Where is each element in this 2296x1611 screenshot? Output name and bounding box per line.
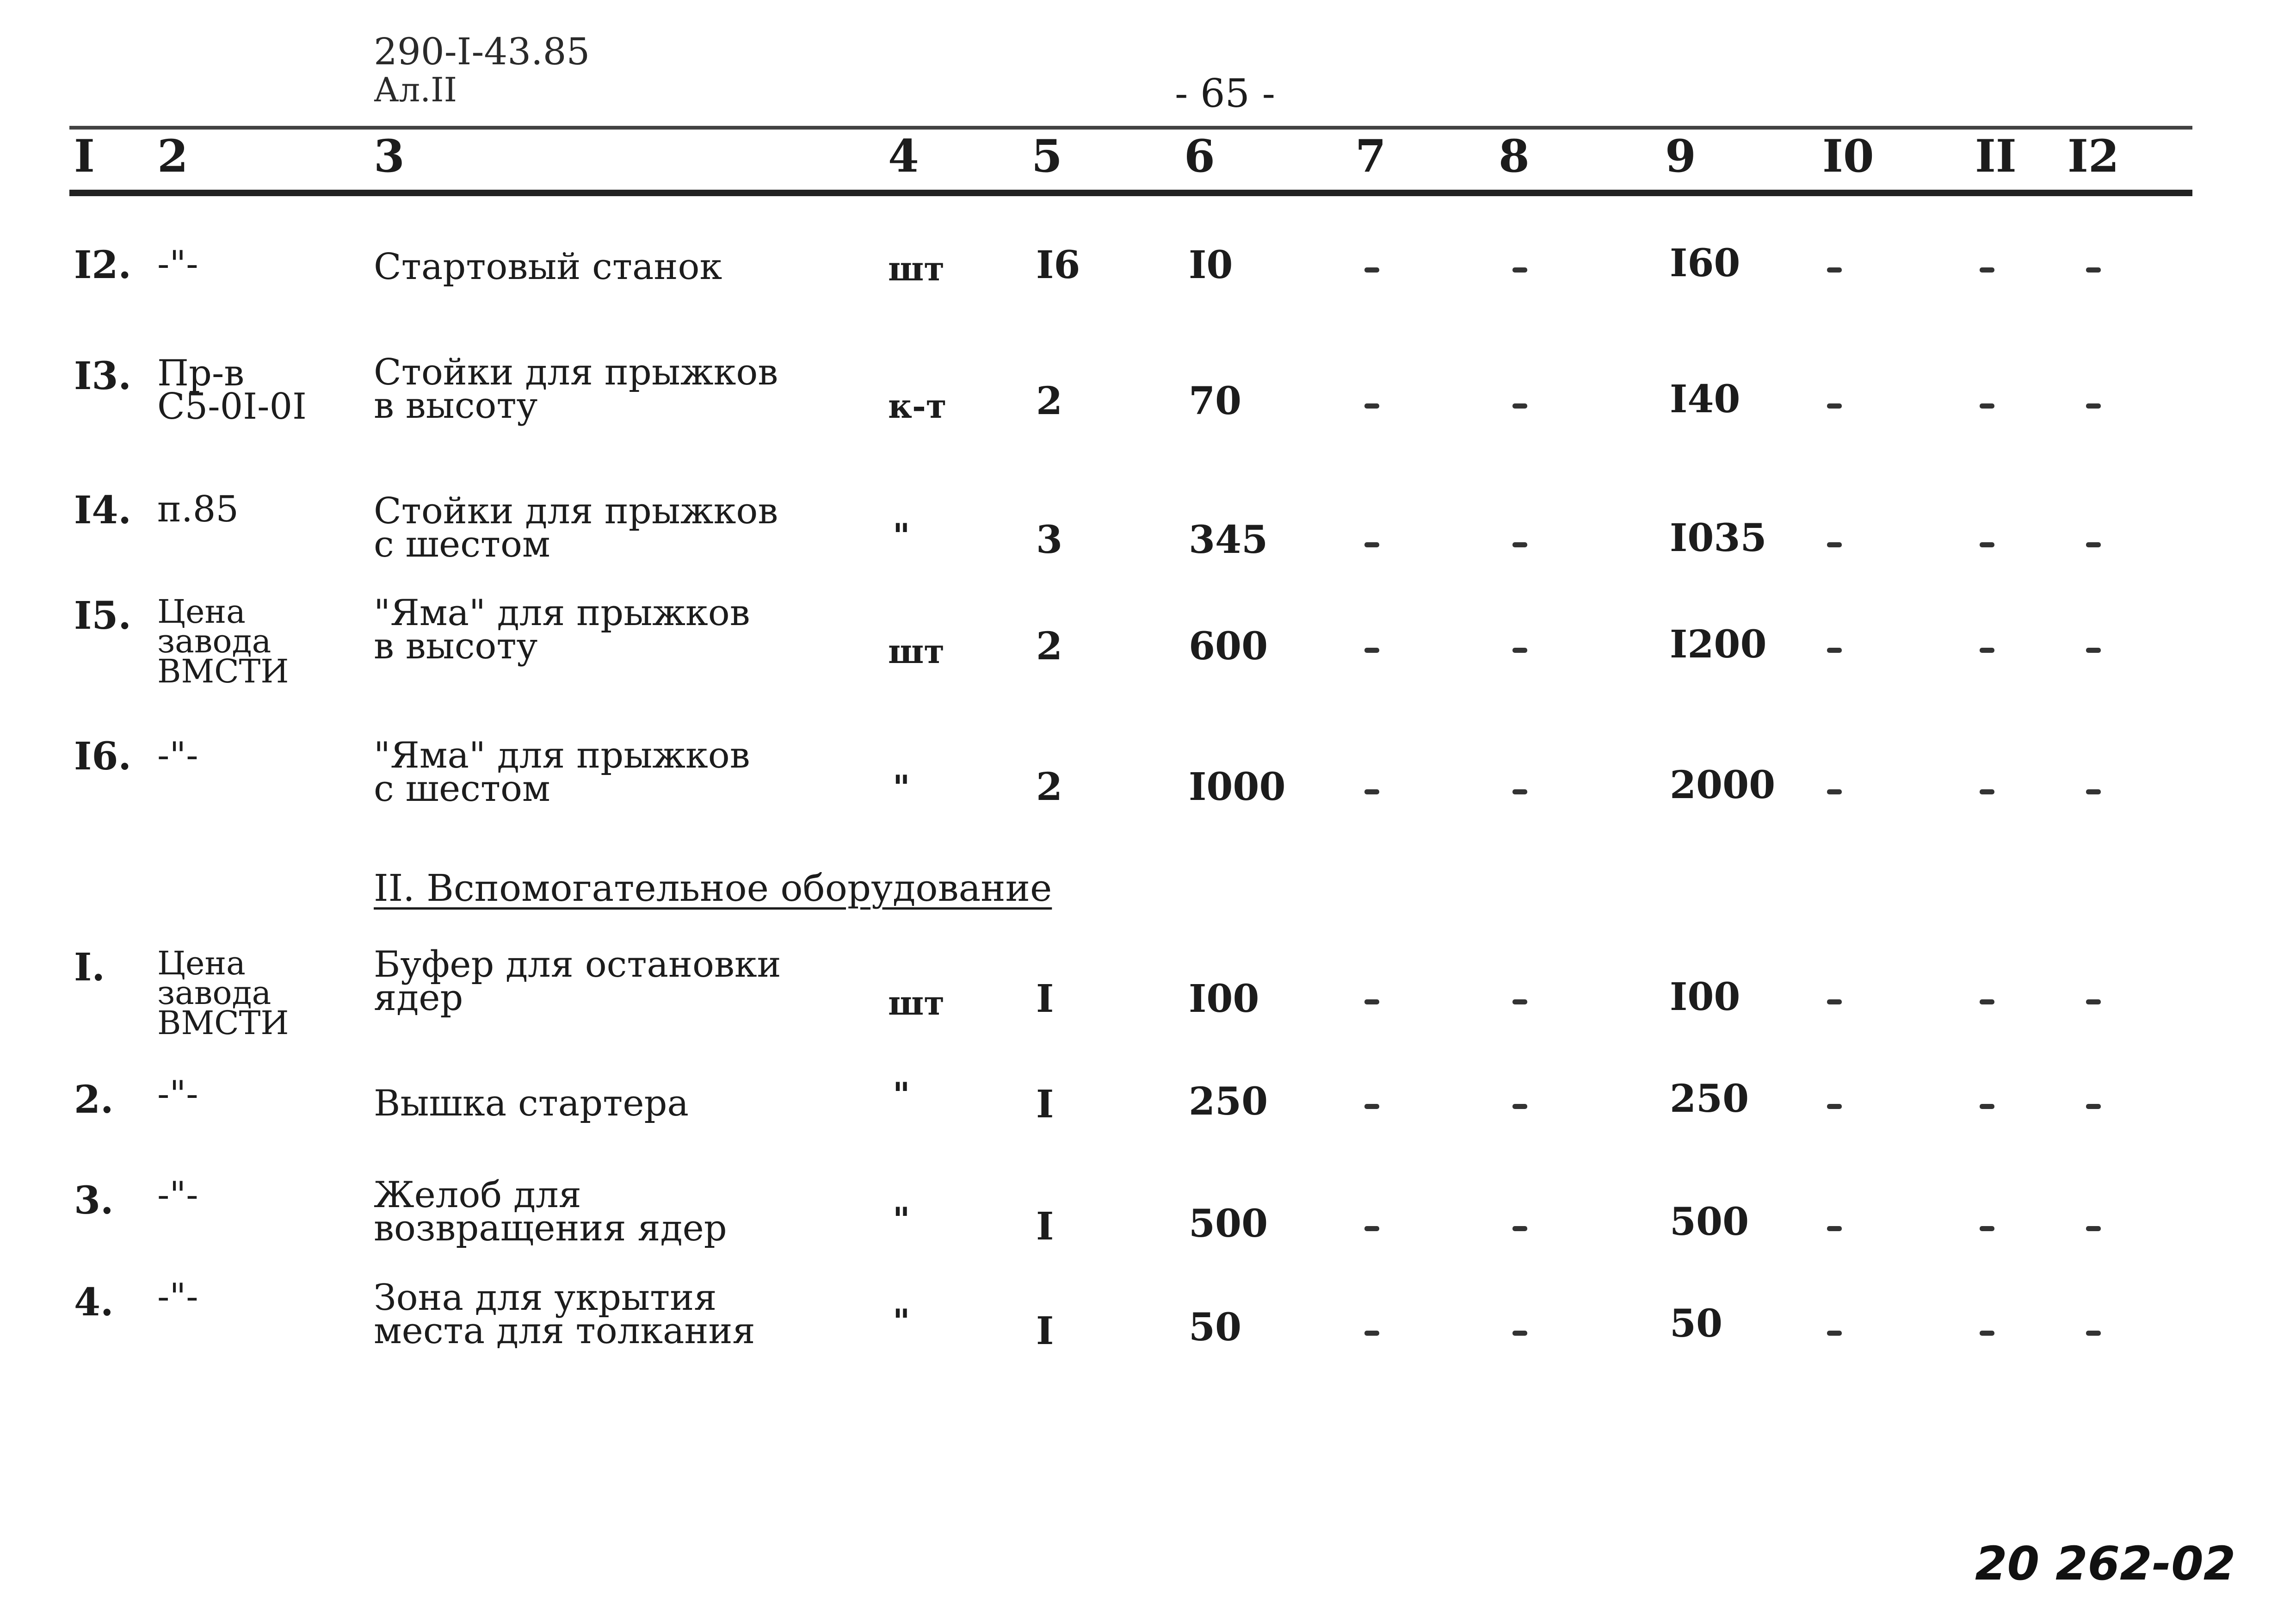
row-name: Желоб для возвращения ядер [374, 1174, 727, 1249]
empty-cell-dash [1980, 1331, 1994, 1336]
column-header: 9 [1665, 130, 1696, 182]
row-qty: 2 [1036, 379, 1063, 423]
column-header: 5 [1031, 130, 1062, 182]
row-total: I200 [1670, 622, 1767, 667]
header-rule-top [69, 126, 2192, 130]
row-number: I5. [74, 594, 131, 638]
row-name: "Яма" для прыжков в высоту [374, 592, 750, 667]
row-number: I2. [74, 243, 131, 287]
row-price: I000 [1189, 765, 1286, 809]
empty-cell-dash [1980, 1104, 1994, 1109]
empty-cell-dash [2086, 267, 2101, 273]
column-header: I2 [2068, 130, 2119, 182]
empty-cell-dash [1980, 403, 1994, 409]
header-rule-bottom [69, 190, 2192, 196]
empty-cell-dash [1364, 1104, 1379, 1109]
column-header: 7 [1355, 130, 1386, 182]
page-number: - 65 - [1175, 71, 1276, 116]
row-qty: I6 [1036, 243, 1080, 287]
column-header: 8 [1499, 130, 1530, 182]
row-unit: шт [888, 249, 944, 288]
empty-cell-dash [1827, 648, 1842, 653]
empty-cell-dash [1827, 542, 1842, 547]
empty-cell-dash [1827, 267, 1842, 273]
empty-cell-dash [1364, 1331, 1379, 1336]
empty-cell-dash [1512, 648, 1527, 653]
row-number: 3. [74, 1178, 114, 1223]
empty-cell-dash [1364, 267, 1379, 273]
row-name: Зона для укрытия места для толкания [374, 1277, 755, 1352]
column-header: II [1975, 130, 2017, 182]
row-price: I0 [1189, 243, 1233, 287]
empty-cell-dash [1980, 542, 1994, 547]
row-reference: Цена завода ВМСТИ [157, 593, 289, 690]
row-unit: " [893, 768, 910, 807]
row-name: Вышка стартера [374, 1083, 689, 1124]
row-reference: -"- [157, 735, 198, 776]
row-reference: -"- [157, 243, 198, 285]
row-price: 600 [1189, 624, 1268, 669]
row-number: I3. [74, 354, 131, 398]
empty-cell-dash [1980, 267, 1994, 273]
row-number: I. [74, 945, 105, 990]
document-code: 290-I-43.85 [374, 30, 590, 73]
column-header: 4 [888, 130, 919, 182]
section-title: II. Вспомогательное оборудование [374, 867, 1052, 910]
column-header: 2 [157, 130, 188, 182]
row-price: I00 [1189, 977, 1259, 1021]
row-number: 4. [74, 1280, 114, 1325]
empty-cell-dash [1364, 648, 1379, 653]
row-name: Буфер для остановки ядер [374, 944, 781, 1019]
empty-cell-dash [1364, 999, 1379, 1004]
empty-cell-dash [1364, 1226, 1379, 1231]
row-price: 250 [1189, 1079, 1268, 1124]
empty-cell-dash [2086, 1104, 2101, 1109]
row-reference: -"- [157, 1276, 198, 1318]
row-unit: " [893, 1200, 910, 1239]
empty-cell-dash [2086, 1226, 2101, 1231]
row-name: Стойки для прыжков с шестом [374, 490, 778, 565]
empty-cell-dash [1980, 648, 1994, 653]
empty-cell-dash [1980, 789, 1994, 794]
row-unit: к-т [888, 386, 947, 426]
row-reference: -"- [157, 1174, 198, 1216]
row-qty: I [1036, 977, 1054, 1021]
empty-cell-dash [1980, 1226, 1994, 1231]
empty-cell-dash [1827, 789, 1842, 794]
row-total: I00 [1670, 975, 1741, 1019]
row-total: 50 [1670, 1301, 1723, 1346]
empty-cell-dash [2086, 542, 2101, 547]
row-unit: шт [888, 983, 944, 1022]
empty-cell-dash [2086, 789, 2101, 794]
row-number: 2. [74, 1078, 114, 1122]
row-qty: I [1036, 1082, 1054, 1127]
empty-cell-dash [2086, 999, 2101, 1004]
row-price: 500 [1189, 1202, 1268, 1246]
row-qty: 3 [1036, 518, 1063, 562]
document-album: Ал.II [374, 70, 457, 109]
empty-cell-dash [1980, 999, 1994, 1004]
empty-cell-dash [1512, 1104, 1527, 1109]
empty-cell-dash [1827, 1226, 1842, 1231]
empty-cell-dash [1512, 267, 1527, 273]
empty-cell-dash [1827, 1331, 1842, 1336]
empty-cell-dash [1512, 542, 1527, 547]
empty-cell-dash [2086, 1331, 2101, 1336]
empty-cell-dash [1827, 999, 1842, 1004]
empty-cell-dash [1512, 1226, 1527, 1231]
empty-cell-dash [1512, 789, 1527, 794]
empty-cell-dash [2086, 648, 2101, 653]
empty-cell-dash [1512, 999, 1527, 1004]
row-number: I4. [74, 488, 131, 533]
row-unit: " [893, 516, 910, 555]
row-qty: 2 [1036, 624, 1063, 669]
column-header: I [74, 130, 95, 182]
row-total: I40 [1670, 377, 1741, 421]
column-header: 3 [374, 130, 405, 182]
row-unit: шт [888, 632, 944, 671]
empty-cell-dash [1512, 1331, 1527, 1336]
row-name: Стойки для прыжков в высоту [374, 352, 778, 427]
row-price: 50 [1189, 1305, 1242, 1350]
row-reference: -"- [157, 1073, 198, 1115]
row-qty: I [1036, 1204, 1054, 1249]
column-header: 6 [1184, 130, 1215, 182]
row-unit: " [893, 1301, 910, 1341]
empty-cell-dash [1364, 403, 1379, 409]
row-total: 2000 [1670, 763, 1776, 807]
row-reference: п.85 [157, 489, 239, 530]
row-reference: Пр-в С5-0I-0I [157, 353, 307, 428]
empty-cell-dash [2086, 403, 2101, 409]
row-total: 500 [1670, 1200, 1749, 1244]
row-total: I60 [1670, 241, 1741, 285]
column-header: I0 [1822, 130, 1874, 182]
row-qty: I [1036, 1309, 1054, 1353]
empty-cell-dash [1512, 403, 1527, 409]
row-price: 345 [1189, 518, 1268, 562]
handwritten-note: 20 262-02 [1975, 1537, 2236, 1591]
row-qty: 2 [1036, 765, 1063, 809]
row-reference: Цена завода ВМСТИ [157, 944, 289, 1042]
empty-cell-dash [1364, 542, 1379, 547]
row-total: I035 [1670, 516, 1767, 560]
empty-cell-dash [1364, 789, 1379, 794]
empty-cell-dash [1827, 403, 1842, 409]
row-unit: " [893, 1075, 910, 1114]
row-number: I6. [74, 734, 131, 779]
row-name: Стартовый станок [374, 246, 722, 288]
row-total: 250 [1670, 1077, 1749, 1121]
row-price: 70 [1189, 379, 1242, 423]
row-name: "Яма" для прыжков с шестом [374, 735, 750, 810]
empty-cell-dash [1827, 1104, 1842, 1109]
